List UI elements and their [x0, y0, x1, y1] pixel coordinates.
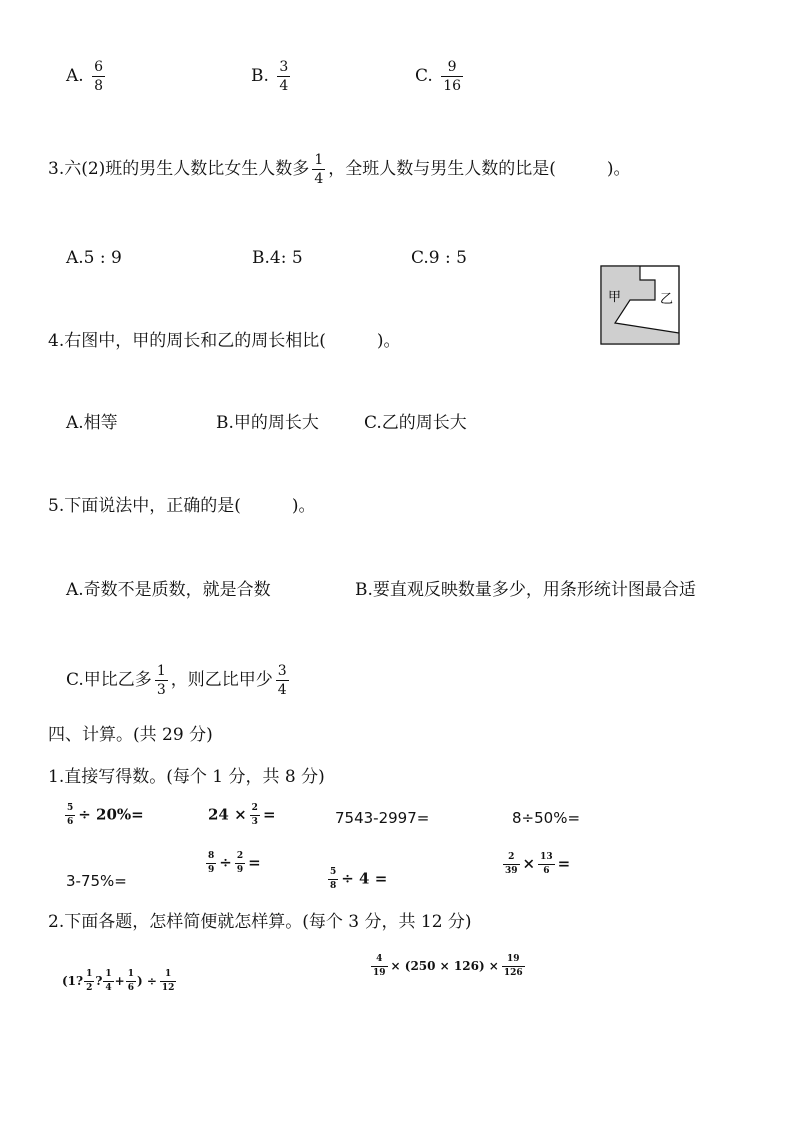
numerator: 6: [94, 59, 104, 75]
question-text-suffix: ，全班人数与男生人数的比是( )。: [328, 159, 631, 179]
q3-option-c: C.9 : 5: [411, 248, 467, 268]
q4-option-a: A.相等: [66, 413, 118, 433]
denominator: 8: [330, 881, 337, 891]
calc-2: [208, 804, 276, 827]
label-jia: 甲: [608, 290, 622, 305]
numerator: 2: [503, 853, 520, 865]
numerator: 5: [65, 804, 75, 816]
denominator: 4: [277, 682, 287, 698]
numerator: 5: [328, 868, 338, 880]
fraction: [235, 852, 245, 875]
fraction: [312, 153, 325, 186]
calc-text: =: [262, 805, 276, 824]
expression-1: [62, 970, 179, 993]
fraction: [371, 955, 388, 978]
numerator: 1: [156, 663, 166, 679]
denominator: 19: [373, 968, 386, 978]
calc-5: 3-75%=: [66, 872, 127, 890]
fraction: [276, 664, 289, 697]
denominator: 4: [314, 171, 324, 187]
option-label: A.: [66, 66, 84, 86]
perimeter-figure: [600, 265, 680, 345]
denominator: 126: [503, 968, 523, 978]
denominator: 16: [443, 78, 462, 94]
denominator: 9: [236, 865, 244, 875]
label-yi: 乙: [660, 292, 674, 307]
q4-option-c: C.乙的周长大: [364, 413, 467, 433]
question-text: 3.六(2)班的男生人数比女生人数多: [48, 159, 310, 179]
fraction: [441, 60, 463, 93]
calc-6: [203, 852, 261, 875]
calc-1: [62, 804, 144, 827]
q4-option-b: B.甲的周长大: [216, 413, 319, 433]
fraction: [92, 60, 105, 93]
calc-8: [500, 853, 570, 876]
question-4: 4.右图中，甲的周长和乙的周长相比( )。: [48, 331, 401, 351]
fraction: [538, 853, 555, 876]
numerator: 19: [502, 955, 525, 967]
q3-option-b: B.4: 5: [252, 248, 303, 268]
denominator: 39: [505, 866, 518, 876]
fraction: [103, 970, 113, 993]
option-label: C.: [415, 66, 433, 86]
denominator: 6: [543, 866, 550, 876]
question-5: 5.下面说法中，正确的是( )。: [48, 496, 316, 516]
q5-option-a: A.奇数不是质数，就是合数: [66, 580, 271, 600]
numerator: 3: [277, 663, 287, 679]
denominator: 4: [105, 983, 112, 993]
option-text: C.甲比乙多: [66, 670, 152, 690]
denominator: 6: [127, 983, 134, 993]
calc-7: [325, 868, 387, 891]
numerator: 1: [84, 970, 94, 982]
fraction: [160, 970, 177, 993]
expr-text: (1?: [62, 974, 84, 988]
q5-option-b: B.要直观反映数量多少，用条形统计图最合适: [355, 580, 696, 600]
calc-text: =: [557, 854, 571, 873]
denominator: 3: [251, 817, 258, 827]
denominator: 2: [86, 983, 93, 993]
denominator: 8: [94, 78, 104, 94]
q2-option-c: [415, 60, 466, 93]
calc-3: 7543-2997=: [335, 809, 430, 827]
numerator: 1: [314, 152, 324, 168]
numerator: 8: [206, 852, 216, 864]
fraction: [126, 970, 136, 993]
question-3: [48, 153, 631, 186]
numerator: 9: [441, 60, 463, 77]
q3-option-a: A.5 : 9: [66, 248, 122, 268]
calc-4: 8÷50%=: [512, 809, 581, 827]
denominator: 4: [279, 78, 289, 94]
q2-option-a: [66, 60, 108, 93]
denominator: 9: [208, 865, 215, 875]
fraction: [328, 868, 338, 891]
fraction: [84, 970, 94, 993]
q5-option-c: [66, 664, 292, 697]
option-text: ，则乙比甲少: [170, 670, 273, 690]
fraction: [502, 955, 525, 978]
calc-text: ÷ 20%=: [78, 805, 144, 824]
denominator: 6: [67, 817, 74, 827]
numerator: 1: [103, 970, 113, 982]
fraction: [250, 804, 260, 827]
fraction: [65, 804, 75, 827]
expr-text: ): [136, 974, 143, 988]
fraction: [206, 852, 216, 875]
numerator: 1: [126, 970, 136, 982]
fraction: [155, 664, 168, 697]
subsection-1-title: 1.直接写得数。(每个 1 分，共 8 分): [48, 767, 325, 787]
numerator: 2: [235, 852, 245, 864]
expr-operator: ÷: [146, 974, 157, 988]
denominator: 3: [156, 682, 166, 698]
calc-text: ÷ 4 =: [341, 869, 388, 888]
option-label: B.: [251, 66, 269, 86]
denominator: 12: [161, 983, 175, 993]
numerator: 1: [160, 970, 177, 982]
q2-option-b: [251, 60, 293, 93]
numerator: 4: [371, 955, 388, 967]
fraction: [503, 853, 520, 876]
numerator: 13: [538, 853, 555, 865]
expr-operator: +: [114, 974, 125, 988]
section-4-title: 四、计算。(共 29 分): [48, 725, 213, 745]
calc-operator: ÷: [219, 853, 232, 872]
numerator: 3: [279, 59, 289, 75]
fraction: [277, 60, 290, 93]
subsection-2-title: 2.下面各题，怎样简便就怎样算。(每个 3 分，共 12 分): [48, 912, 472, 932]
calc-text: 24 ×: [208, 805, 247, 824]
calc-text: =: [248, 853, 261, 872]
expr-text: ?: [95, 974, 103, 988]
numerator: 2: [250, 804, 260, 816]
expression-2: [368, 955, 528, 978]
expr-text: × (250 × 126) ×: [390, 959, 499, 973]
calc-operator: ×: [522, 854, 536, 873]
